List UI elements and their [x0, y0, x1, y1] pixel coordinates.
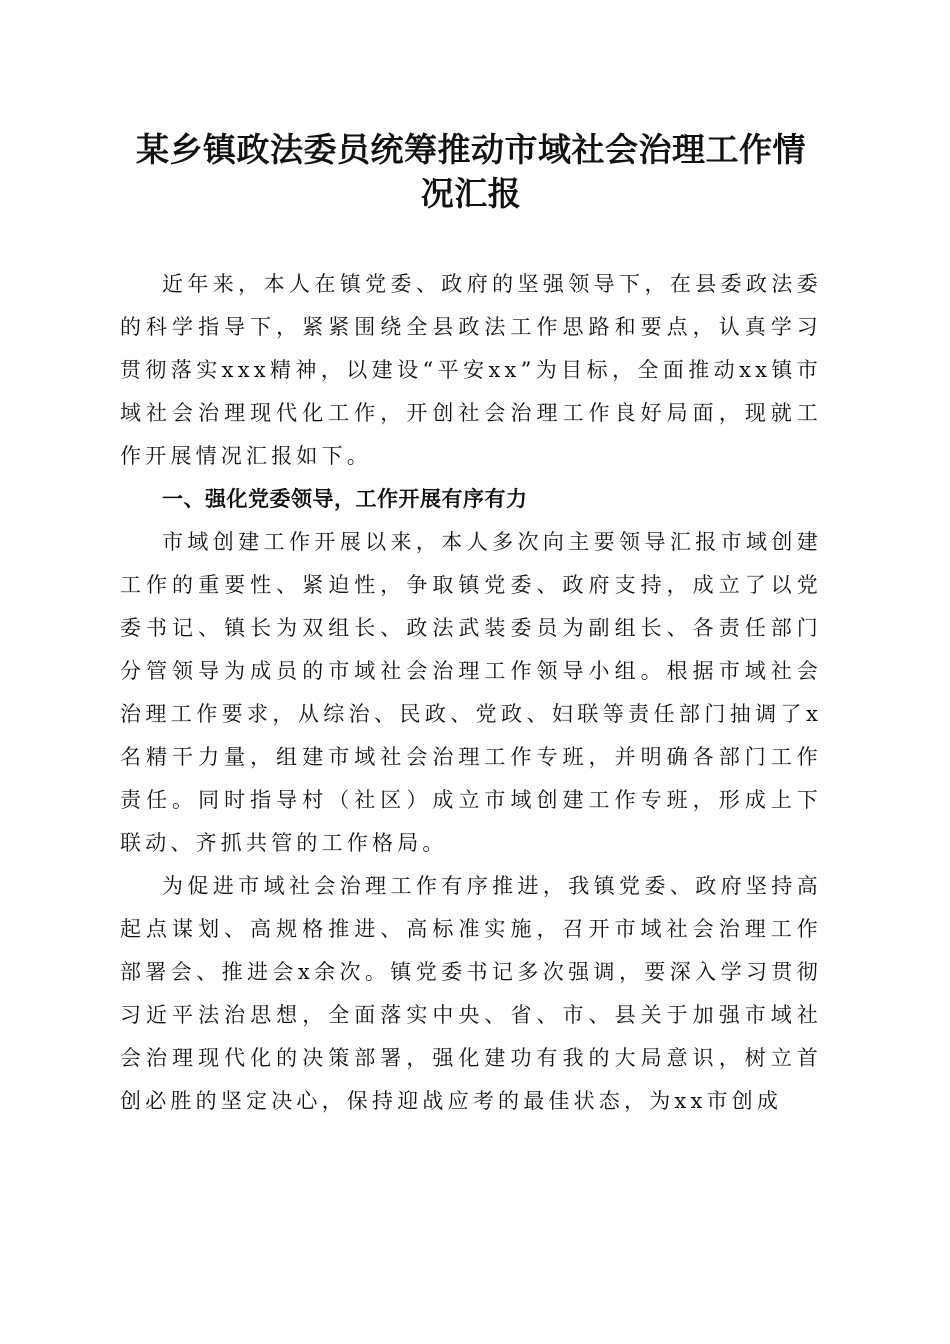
title-line-1: 某乡镇政法委员统筹推动市域社会治理工作情 — [136, 130, 806, 169]
document-body — [120, 263, 822, 1123]
title-line-2: 况汇报 — [420, 174, 522, 213]
section-1-paragraph-2: 为促进市域社会治理工作有序推进，我镇党委、政府坚持高起点谋划、高规格推进、高标准实施，召开市域社会治理工作部署会、推进会x余次。镇党委书记多次强调，要深入学习贯彻习近平法治思想，全面落实中央、省、市、县关于加强市域社会治理现代化的决策部署，强化建功有我的大局意识，树立首创必胜的坚定决心，保持迎战应考的最佳状态，为xx市创成 — [120, 874, 822, 1113]
intro-paragraph: 近年来，本人在镇党委、政府的坚强领导下，在县委政法委的科学指导下，紧紧围绕全县政法工作思路和要点，认真学习贯彻落实xxx精神，以建设“平安xx”为目标，全面推动xx镇市域社会治理现代化工作，开创社会治理工作良好局面，现就工作开展情况汇报如下。 — [120, 272, 822, 468]
document-page — [120, 128, 822, 1123]
section-1-heading: 一、强化党委领导，工作开展有序有力 — [162, 487, 528, 511]
section-1-paragraph-1: 市域创建工作开展以来，本人多次向主要领导汇报市域创建工作的重要性、紧迫性，争取镇党委、政府支持，成立了以党委书记、镇长为双组长、政法武装委员为副组长、各责任部门分管领导为成员的市域社会治理工作领导小组。根据市域社会治理工作要求，从综治、民政、党政、妇联等责任部门抽调了x名精干力量，组建市域社会治理工作专班，并明确各部门工作责任。同时指导村（社区）成立市域创建工作专班，形成上下联动、齐抓共管的工作格局。 — [120, 530, 822, 855]
document-title — [120, 128, 822, 216]
